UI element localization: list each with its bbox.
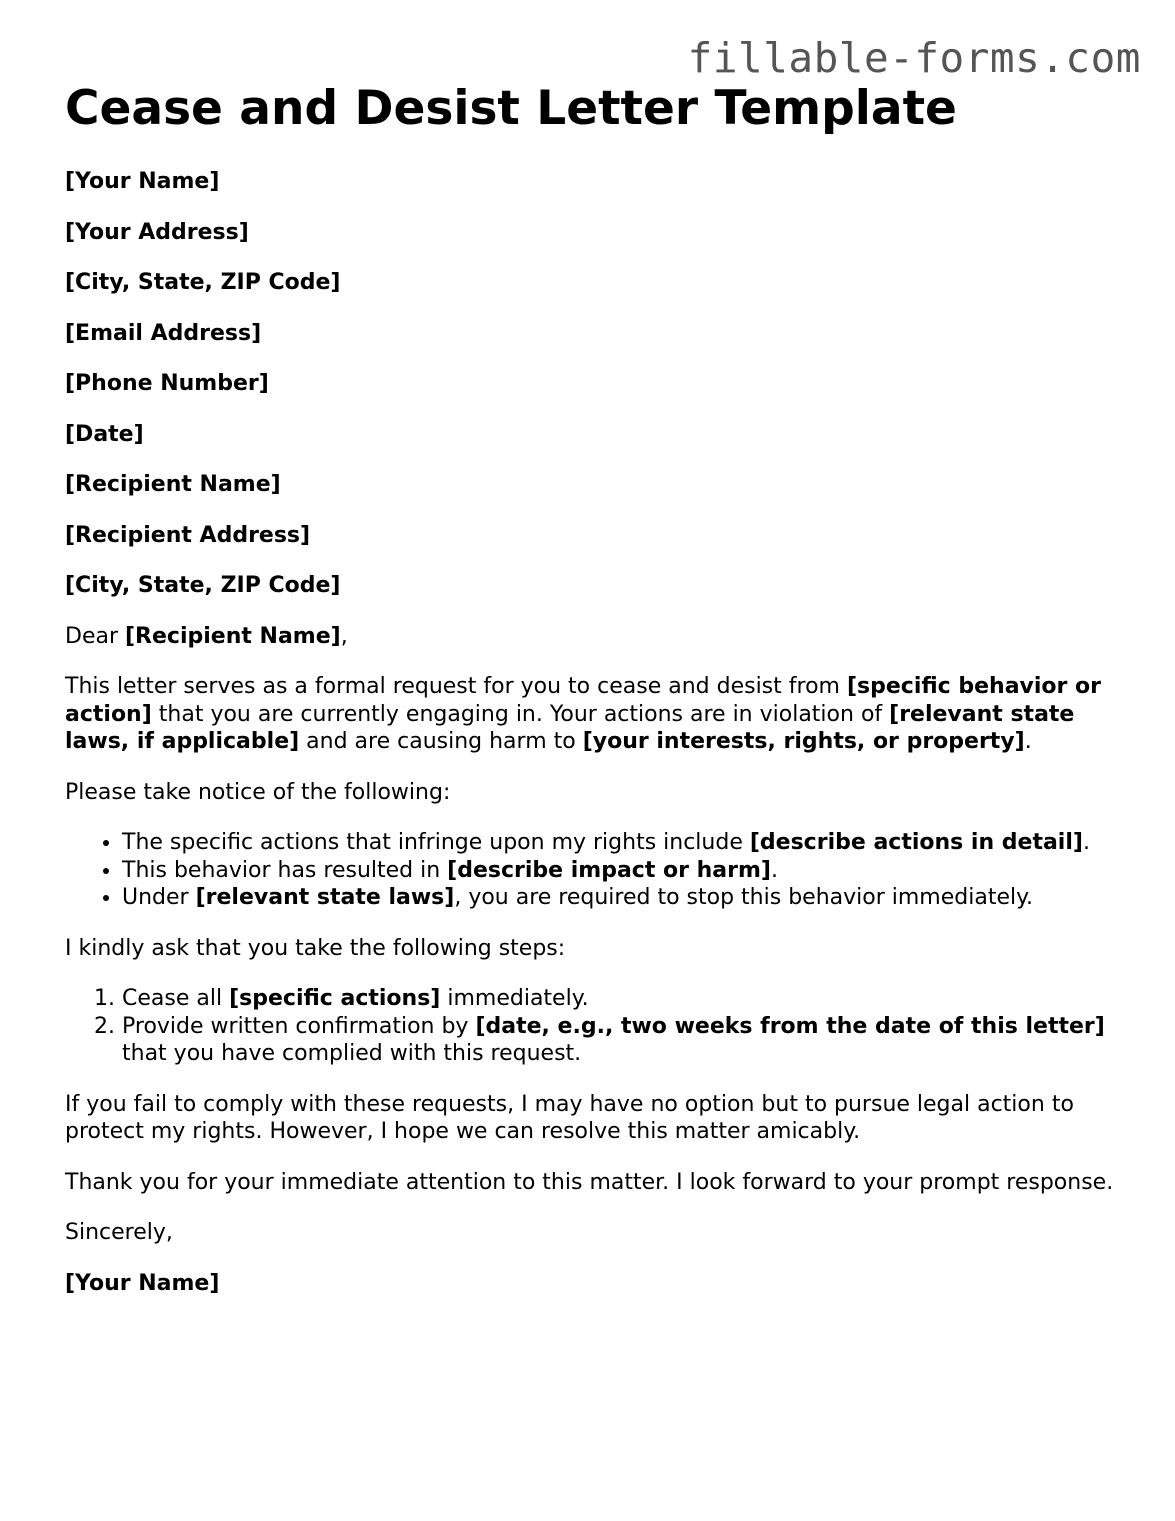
steps-heading: I kindly ask that you take the following steps:	[65, 935, 566, 961]
salutation-name: [Recipient Name]	[125, 623, 341, 649]
list-item-placeholder: [relevant state laws]	[195, 885, 455, 910]
salutation	[65, 623, 1125, 651]
list-item	[122, 1013, 1125, 1068]
list-item-text: .	[1082, 830, 1090, 855]
thanks-paragraph: Thank you for your immediate attention to this matter. I look forward to your prompt response.	[65, 1169, 1114, 1195]
steps-list	[65, 985, 1125, 1068]
intro-placeholder-behavior: [specific behavior or action]	[65, 674, 1102, 727]
list-item-text: .	[770, 857, 778, 883]
list-item-placeholder: [describe impact or harm]	[447, 857, 771, 883]
intro-text-2: that you are currently engaging in. Your actions are in violation of	[151, 701, 890, 727]
notice-list	[65, 829, 1125, 912]
sender-address: [Your Address]	[65, 219, 249, 245]
letter-body	[65, 168, 1125, 1320]
intro-text-1: This letter serves as a formal request for you to cease and desist from	[65, 674, 847, 699]
page-title: Cease and Desist Letter Template	[65, 81, 957, 136]
list-item	[122, 829, 1125, 857]
intro-text-4: .	[1024, 729, 1032, 754]
sender-email: [Email Address]	[65, 320, 262, 346]
list-item-text: This behavior has resulted in	[122, 857, 448, 883]
list-item-text: immediately.	[440, 986, 589, 1011]
list-item-text: , you are required to stop this behavior immediately.	[454, 885, 1033, 910]
signature-name: [Your Name]	[65, 1270, 220, 1296]
list-item	[122, 985, 1125, 1013]
salutation-suffix: ,	[340, 623, 348, 649]
watermark: fillable-forms.com	[687, 34, 1141, 82]
list-item-placeholder: [specific actions]	[229, 986, 441, 1011]
closing: Sincerely,	[65, 1220, 173, 1245]
list-item-placeholder: [describe actions in detail]	[749, 830, 1083, 855]
sender-name: [Your Name]	[65, 169, 220, 194]
warning-paragraph: If you fail to comply with these requests, I may have no option but to pursue legal action to protect my rights. However, I hope we can resolve this matter amicably.	[65, 1091, 1074, 1144]
sender-phone: [Phone Number]	[65, 371, 269, 396]
intro-placeholder-laws: [relevant state laws, if applicable]	[65, 701, 1075, 754]
notice-heading: Please take notice of the following:	[65, 779, 451, 805]
list-item-text: that you have complied with this request.	[122, 1041, 582, 1066]
list-item	[122, 884, 1125, 912]
letter-date: [Date]	[65, 421, 144, 447]
salutation-prefix: Dear	[65, 623, 125, 649]
recipient-name: [Recipient Name]	[65, 472, 281, 497]
intro-placeholder-interests: [your interests, rights, or property]	[582, 729, 1025, 754]
list-item	[122, 857, 1125, 885]
recipient-city-state-zip: [City, State, ZIP Code]	[65, 573, 341, 598]
recipient-address: [Recipient Address]	[65, 522, 311, 548]
list-item-text: Cease all	[122, 986, 230, 1011]
list-item-placeholder: [date, e.g., two weeks from the date of this letter]	[475, 1013, 1105, 1039]
sender-city-state-zip: [City, State, ZIP Code]	[65, 270, 341, 295]
list-item-text: Under	[122, 885, 196, 910]
intro-text-3: and are causing harm to	[299, 729, 583, 754]
list-item-text: The specific actions that infringe upon my rights include	[122, 830, 750, 855]
intro-paragraph	[65, 673, 1125, 756]
list-item-text: Provide written confirmation by	[122, 1013, 476, 1039]
